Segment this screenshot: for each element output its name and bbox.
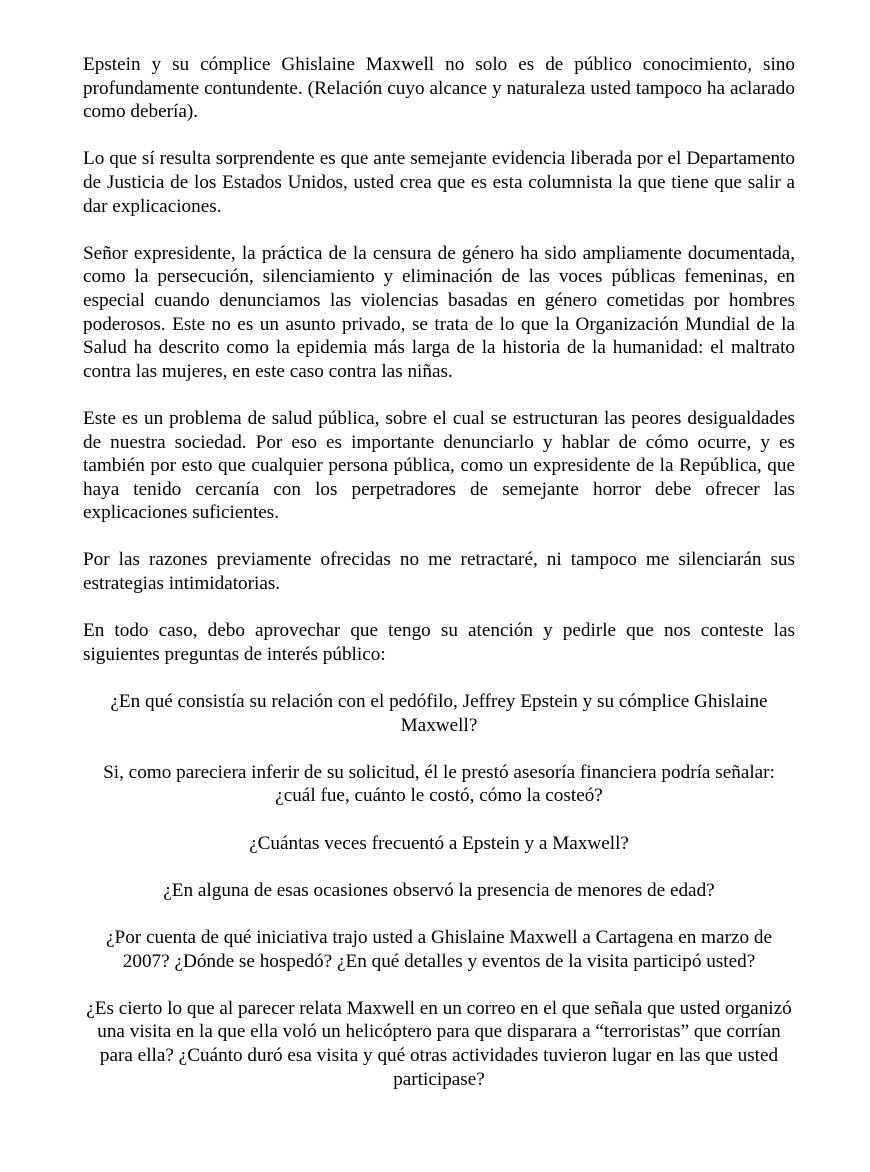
question-minors-present: ¿En alguna de esas ocasiones observó la presencia de menores de edad?	[163, 879, 715, 901]
paragraph-questions-intro: En todo caso, debo aprovechar que tengo su atención y pedirle que nos conteste las siguientes preguntas de interés público:	[83, 620, 795, 665]
question-visit-frequency: ¿Cuántas veces frecuentó a Epstein y a Maxwell?	[249, 832, 629, 854]
paragraph-epstein-maxwell: Epstein y su cómplice Ghislaine Maxwell no solo es de público conocimiento, sino profundamente contundente. (Relación cuyo alcance y naturaleza usted tampoco ha aclarado como debería).	[83, 54, 795, 123]
question-helicopter-visit: ¿Es cierto lo que al parecer relata Maxwell en un correo en el que señala que usted organizó una visita en la que ella voló un helicóptero para que disparara a “terroristas” que corrían para ella? ¿Cuánto duró esa visita y qué otras actividades tuvieron lugar en las que usted participase?	[86, 997, 792, 1090]
paragraph-no-retraction: Por las razones previamente ofrecidas no me retractaré, ni tampoco me silenciarán sus estrategias intimidatorias.	[83, 549, 795, 595]
paragraph-gender-censorship: Señor expresidente, la práctica de la censura de género ha sido ampliamente documentada, como la persecución, silenciamiento y eliminación de las voces públicas femeninas, en especial cuando denunciamos las violencias basadas en género cometidas por hombres poderosos. Este no es un asunto privado, se trata de lo que la Organización Mundial de la Salud ha descrito como la epidemia más larga de la historia de la humanidad: el maltrato contra las mujeres, en este caso contra las niñas.	[83, 242, 795, 382]
paragraph-surprising-evidence: Lo que sí resulta sorprendente es que ante semejante evidencia liberada por el Departamento de Justicia de los Estados Unidos, usted crea que es esta columnista la que tiene que salir a dar explicaciones.	[83, 148, 795, 217]
document-page	[83, 53, 795, 1115]
question-relationship: ¿En qué consistía su relación con el pedófilo, Jeffrey Epstein y su cómplice Ghislaine Maxwell?	[110, 691, 768, 736]
paragraph-public-health: Este es un problema de salud pública, sobre el cual se estructuran las peores desigualdades de nuestra sociedad. Por eso es importante denunciarlo y hablar de cómo ocurre, y es también por esto que cualquier persona pública, como un expresidente de la República, que haya tenido cercanía con los perpetradores de semejante horror debe ofrecer las explicaciones suficientes.	[83, 407, 795, 524]
question-financial-advice: Si, como pareciera inferir de su solicitud, él le prestó asesoría financiera podría señalar: ¿cuál fue, cuánto le costó, cómo la costeó?	[103, 761, 775, 807]
question-cartagena-visit: ¿Por cuenta de qué iniciativa trajo usted a Ghislaine Maxwell a Cartagena en marzo de 2007? ¿Dónde se hospedó? ¿En qué detalles y eventos de la visita participó usted?	[106, 926, 772, 972]
